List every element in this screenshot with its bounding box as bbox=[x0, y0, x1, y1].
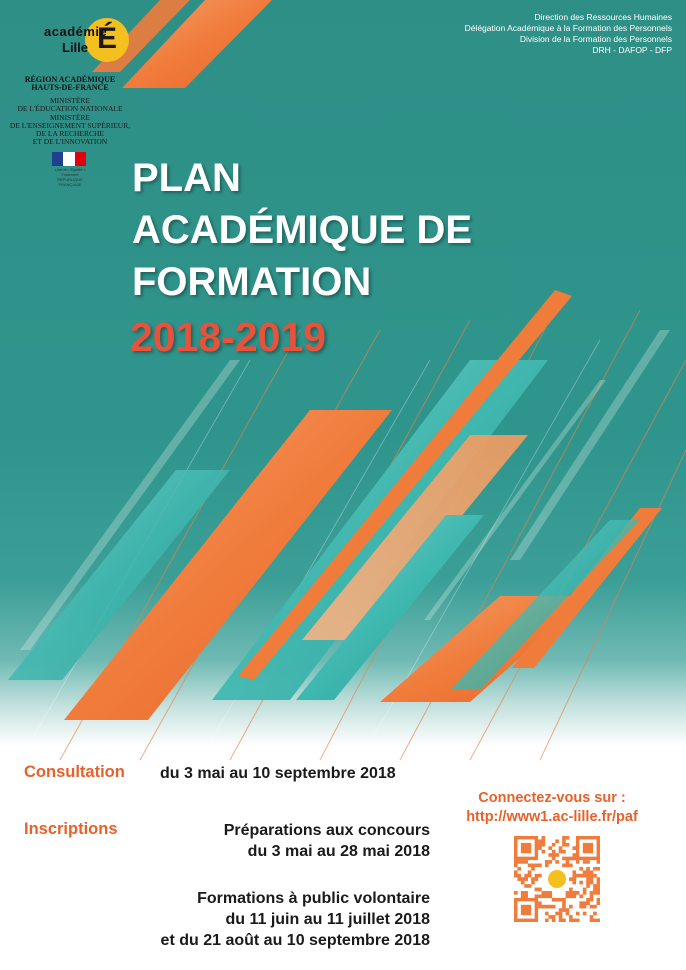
title-year: 2018-2019 bbox=[130, 314, 327, 360]
header-line-4: DRH - DAFOP - DFP bbox=[592, 45, 672, 55]
ministry2-line-3: DE LA RECHERCHE bbox=[36, 129, 104, 138]
ministry1-line-1: MINISTÈRE bbox=[50, 96, 90, 105]
ministry2-line-1: MINISTÈRE bbox=[50, 113, 90, 122]
title-line-3: FORMATION bbox=[132, 260, 372, 304]
preparations-block bbox=[224, 820, 430, 862]
region-line-1: RÉGION ACADÉMIQUE bbox=[24, 75, 116, 84]
logo-lille-text: Lille bbox=[62, 40, 89, 55]
inscriptions-label: Inscriptions bbox=[24, 820, 118, 838]
region-label bbox=[0, 76, 140, 92]
consultation-dates: du 3 mai au 10 septembre 2018 bbox=[160, 765, 396, 782]
title-line-2: ACADÉMIQUE DE bbox=[132, 208, 473, 252]
qr-code-graphic bbox=[514, 836, 600, 922]
connect-url-link[interactable]: http://www1.ac-lille.fr/paf bbox=[466, 809, 638, 825]
form-line-2: du 11 juin au 11 juillet 2018 bbox=[225, 911, 430, 928]
header-line-3: Division de la Formation des Personnels bbox=[519, 34, 672, 44]
department-header bbox=[465, 12, 672, 56]
title-line-1: PLAN bbox=[132, 156, 241, 200]
ministry-education bbox=[0, 97, 140, 113]
formations-block bbox=[161, 888, 430, 951]
prep-line-1: Préparations aux concours bbox=[223, 822, 430, 839]
flag-motto bbox=[48, 167, 92, 187]
flag-motto-2: RÉPUBLIQUE FRANÇAISE bbox=[57, 177, 83, 187]
ministry1-line-2: DE L'ÉDUCATION NATIONALE bbox=[17, 104, 123, 113]
logo-academie-text: académie bbox=[44, 24, 108, 39]
form-line-3: et du 21 août au 10 septembre 2018 bbox=[160, 932, 430, 949]
connect-label: Connectez-vous sur : bbox=[478, 790, 626, 806]
ministry2-line-2: DE L'ENSEIGNEMENT SUPÉRIEUR, bbox=[9, 121, 131, 130]
consultation-label: Consultation bbox=[24, 763, 125, 781]
ministry-higher-education bbox=[0, 114, 140, 146]
region-line-2: HAUTS-DE-FRANCE bbox=[31, 83, 109, 92]
qr-code-icon[interactable] bbox=[514, 836, 600, 922]
page-title bbox=[132, 152, 472, 308]
header-line-2: Délégation Académique à la Formation des Personnels bbox=[464, 23, 672, 33]
header-line-1: Direction des Ressources Humaines bbox=[534, 12, 672, 22]
flag-motto-1: Liberté • Égalité • Fraternité bbox=[54, 167, 86, 177]
prep-line-2: du 3 mai au 28 mai 2018 bbox=[247, 843, 430, 860]
french-flag-icon bbox=[52, 152, 86, 166]
form-line-1: Formations à public volontaire bbox=[197, 890, 430, 907]
ministry2-line-4: ET DE L'INNOVATION bbox=[32, 137, 108, 146]
logo-e-letter: É bbox=[96, 22, 117, 55]
